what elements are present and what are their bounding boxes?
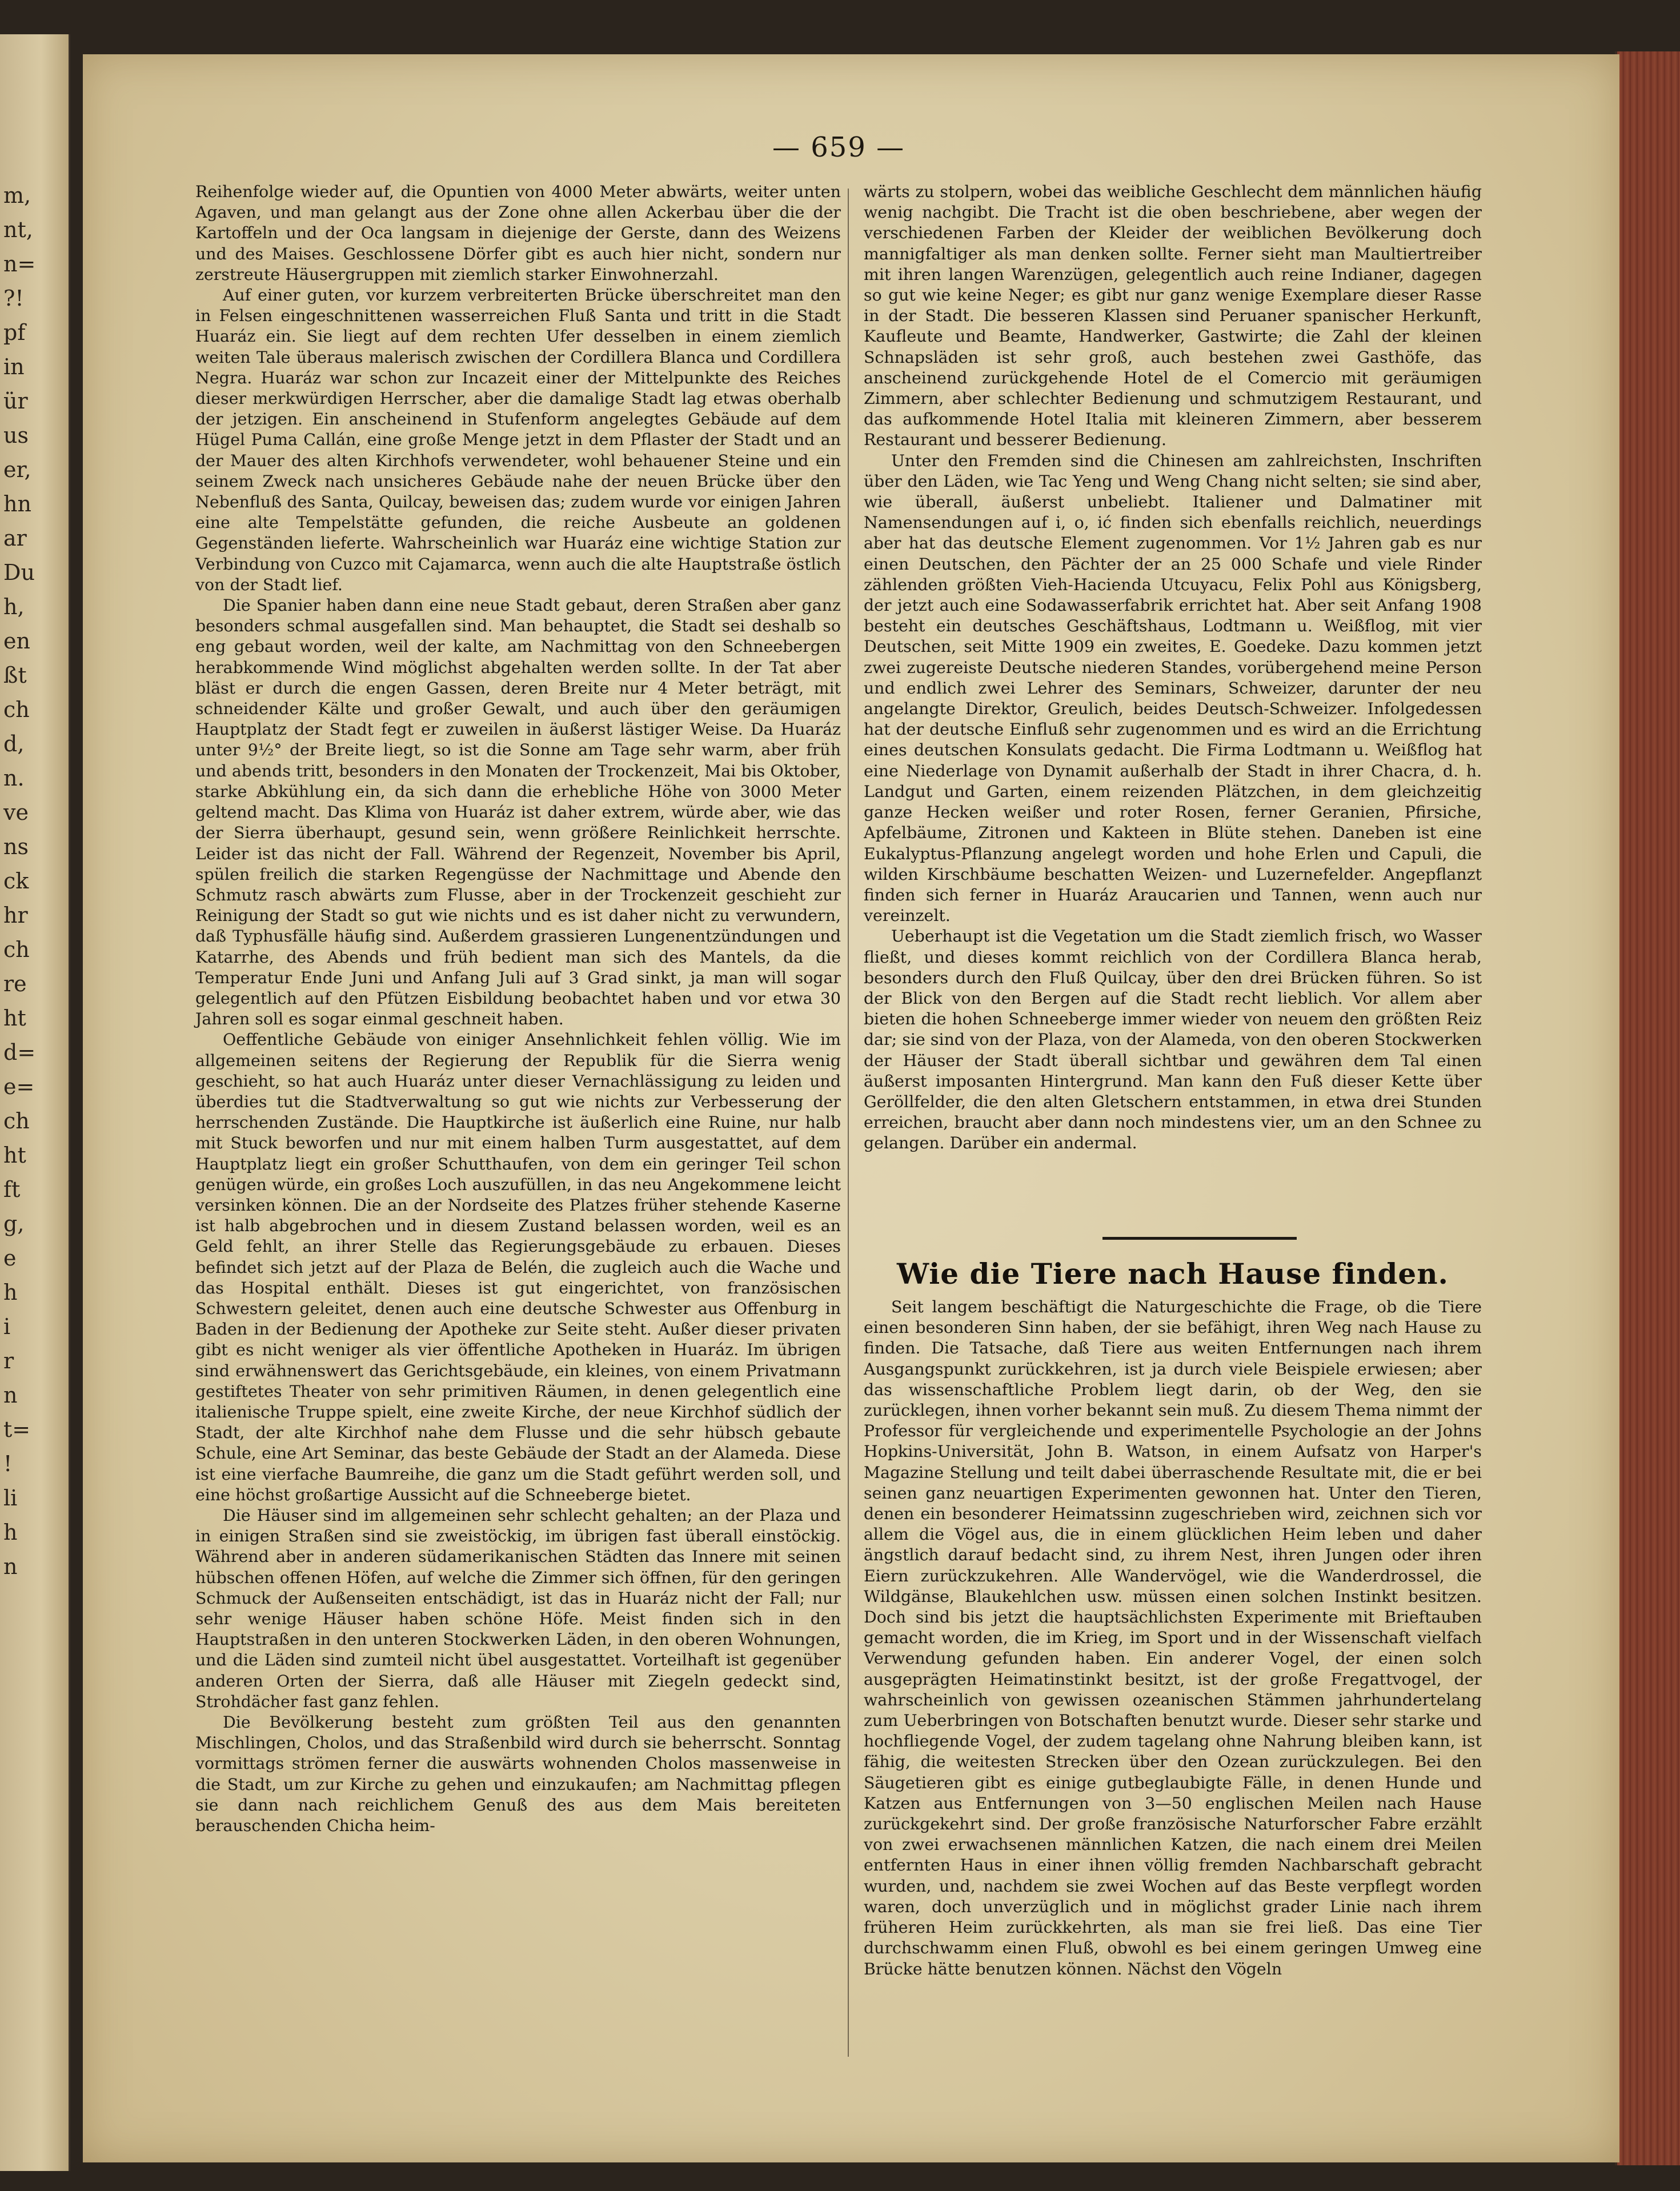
facing-page-fragment: d= [3,1040,36,1065]
paragraph: Oeffentliche Gebäude von einiger Ansehnlichkeit fehlen völlig. Wie im allgemeinen seitens der Regierung der Republik für die Sierra wenig geschieht, so hat auch Huaráz unter dieser Vernachlässigung zu leiden und überdies tut die Stadtverwaltung so gut wie nichts zur Verbesserung der herrschenden Zustände. Die Hauptkirche ist äußerlich eine Ruine, nur halb mit Stuck beworfen und nur mit einem halben Turm ausgestattet, auf dem Hauptplatz liegt ein großer Schutthaufen, von dem ein geringer Teil schon genügen würde, ein großes Loch auszufüllen, in das neu Angekommene leicht versinken können. Die an der Nordseite des Platzes früher stehende Kaserne ist halb abgebrochen und in diesem Zustand belassen worden, weil es an Geld fehlt, an ihrer Stelle das Regierungsgebäude zu erbauen. Dieses befindet sich jetzt auf der Plaza de Belén, die zugleich auch die Wache und das Hospital enthält. Dieses ist gut eingerichtet, von französischen Schwestern geleitet, denen auch eine deutsche Schwester aus Offenburg in Baden in der Bedienung der Apotheke zur Seite steht. Außer dieser privaten gibt es nicht weniger als vier öffentliche Apotheken in Huaráz. Im übrigen sind erwähnenswert das Gerichtsgebäude, ein kleines, von einem Privatmann gestiftetes Theater von sehr primitiven Räumen, in denen gelegentlich eine italienische Truppe spielt, eine zweite Kirche, der neue Kirchhof südlich der Stadt, der alte Kirchhof nahe dem Flusse und die sehr hübsch gebaute Schule, eine Art Seminar, das beste Gebäude der Stadt an der Alameda. Diese ist eine vierfache Baumreihe, die ganz um die Stadt geführt werden soll, und eine höchst großartige Aussicht auf die Schneeberge bietet. [195,1030,841,1504]
facing-page-fragment: h, [3,594,25,619]
facing-page-fragment: r [3,1348,14,1373]
facing-page-fragment: ?! [3,286,24,311]
facing-page-fragment: hr [3,903,28,928]
facing-page-fragment: ck [3,868,29,894]
facing-page-fragment: us [3,423,29,448]
facing-page-fragment: er, [3,457,31,482]
paragraph: Die Häuser sind im allgemeinen sehr schlecht gehalten; an der Plaza und in einigen Straßen sind sie zweistöckig, im übrigen fast überall einstöckig. Während aber in anderen südamerikanischen Städten das Innere mit seinen hübschen offenen Höfen, auf welche die Zimmer sich öffnen, für den geringen Schmuck der Außenseiten entschädigt, ist das in Huaráz nicht der Fall; nur sehr wenige Häuser haben schöne Höfe. Meist finden sich in den Hauptstraßen in den unteren Stockwerken Läden, in den oberen Wohnungen, und die Läden sind zumteil nicht übel ausgestattet. Vorteilhaft ist gegenüber anderen Orten der Sierra, daß alle Häuser mit Ziegeln gedeckt sind, Strohdächer fast ganz fehlen. [195,1506,841,1711]
facing-page-fragment: en [3,628,30,654]
facing-page-fragment: g, [3,1211,25,1236]
paragraph: Die Spanier haben dann eine neue Stadt gebaut, deren Straßen aber ganz besonders schmal ausgefallen sind. Man behauptet, die Stadt sei deshalb so eng gebaut worden, weil der kalte, am Nachmittag von den Schneebergen herabkommende Wind möglichst abgehalten werden sollte. In der Tat aber bläst er durch die engen Gassen, deren Breite nur 4 Meter beträgt, mit schneidender Kälte und großer Gewalt, und auch über den geräumigen Hauptplatz der Stadt fegt er zuweilen in äußerst lästiger Weise. Da Huaráz unter 9½° der Breite liegt, so ist die Sonne am Tage sehr warm, aber früh und abends tritt, besonders in den Monaten der Trockenzeit, Mai bis Oktober, starke Abkühlung ein, da sich dann die erhebliche Höhe von 3000 Meter geltend macht. Das Klima von Huaráz ist daher extrem, würde aber, wie das der Sierra überhaupt, gesund sein, wenn größere Reinlichkeit herrschte. Leider ist das nicht der Fall. Während der Regenzeit, November bis April, spülen freilich die starken Regengüsse der Nachmittage und Abende den Schmutz rasch abwärts zum Flusse, aber in der Trockenzeit geschieht zur Reinigung der Stadt so gut wie nichts und es ist daher nicht zu verwundern, daß Typhusfälle häufig sind. Außerdem grassieren Lungenentzündungen und Katarrhe, des Abends und früh bedient man sich des Mantels, da die Temperatur Ende Juni und Anfang Juli auf 3 Grad sinkt, ja man will sogar gelegentlich auf den Pfützen Eisbildung beobachtet haben und vor etwa 30 Jahren soll es sogar einmal geschneit haben. [195,596,841,1029]
article-body [864,1297,1482,1980]
column-divider [848,189,849,2057]
paragraph: wärts zu stolpern, wobei das weibliche Geschlecht dem männlichen häufig wenig nachgibt. Die Tracht ist die oben beschriebene, aber wegen der verschiedenen Farben der Kleider der weiblichen Bevölkerung doch mannigfaltiger als man denken sollte. Ferner sieht man Maultiertreiber mit ihren langen Warenzügen, gelegentlich auch reine Indianer, dagegen so gut wie keine Neger; es gibt nur ganz wenige Exemplare dieser Rasse in der Stadt. Die besseren Klassen sind Peruaner spanischer Herkunft, Kaufleute und Beamte, Handwerker, Gastwirte; die Zahl der kleinen Schnapsläden ist sehr groß, auch bestehen zwei Gasthöfe, das anscheinend zurückgehende Hotel de el Comercio mit geräumigen Zimmern, aber schlechter Bedienung und schmutzigem Restaurant, und das aufkommende Hotel Italia mit kleineren Zimmern, aber besserem Restaurant und besserer Bedienung. [864,182,1482,450]
facing-page-fragment: i [3,1314,11,1339]
paragraph: Reihenfolge wieder auf, die Opuntien von 4000 Meter abwärts, weiter unten Agaven, und man gelangt aus der Zone ohne allen Ackerbau über die der Kartoffeln und der Oca langsam in diejenige der Gerste, dann des Weizens und des Maises. Geschlossene Dörfer gibt es auch hier nicht, sondern nur zerstreute Häusergruppen mit ziemlich starker Einwohnerzahl. [195,182,841,284]
facing-page-fragment: h [3,1280,18,1305]
facing-page-fragment: pf [3,320,26,345]
facing-page-fragment: re [3,971,27,996]
facing-page-fragment: ht [3,1143,26,1168]
paragraph: Ueberhaupt ist die Vegetation um die Stadt ziemlich frisch, wo Wasser fließt, und dieses kommt reichlich von der Cordillera Blanca herab, besonders durch den Fluß Quilcay, über den drei Brücken führen. So ist der Blick von den Bergen auf die Stadt recht lieblich. Vor allem aber bieten die hohen Schneeberge immer wieder von neuem den größten Reiz dar; sie sind von der Plaza, von der Alameda, von den oberen Stockwerken der Häuser der Stadt überall sichtbar und gewähren dem Tal einen äußerst imposanten Hintergrund. Man kann den Fuß dieser Kette über Geröllfelder, die den alten Gletschern entstammen, in etwa drei Stunden erreichen, braucht aber dann noch mindestens vier, um an den Schnee zu gelangen. Darüber ein andermal. [864,927,1482,1153]
section-divider [1102,1237,1297,1240]
facing-page-fragment: nt, [3,217,33,242]
facing-page-fragment: n= [3,251,36,277]
facing-page-fragment: ar [3,526,27,551]
left-column [195,182,841,1836]
facing-page-fragment: ! [3,1451,13,1476]
book-binding [1615,51,1680,2165]
facing-page-fragment: n [3,1554,18,1579]
page-number: — 659 — [772,131,905,163]
paragraph: Auf einer guten, vor kurzem verbreiterten Brücke überschreitet man den in Felsen eingeschnittenen wasserreichen Fluß Santa und tritt in die Stadt Huaráz ein. Sie liegt auf dem rechten Ufer desselben in einem ziemlich weiten Tale überaus malerisch zwischen der Cordillera Blanca und Cordillera Negra. Huaráz war schon zur Incazeit einer der Mittelpunkte des Reiches dieser merkwürdigen Herrscher, aber die damalige Stadt lag etwas oberhalb der jetzigen. Ein anscheinend in Stufenform angelegtes Gebäude auf dem Hügel Puma Callán, eine große Menge jetzt in dem Pflaster der Stadt und an der Mauer des alten Kirchhofs verwendeter, wohl behauener Steine und ein seinem Zweck nach unsicheres Gebäude nahe der neuen Brücke über den Nebenfluß des Santa, Quilcay, beweisen das; zudem wurde vor einigen Jahren eine alte Tempelstätte gefunden, die reiche Ausbeute an goldenen Gegenständen lieferte. Wahrscheinlich war Huaráz eine wichtige Station zur Verbindung von Cuzco mit Cajamarca, wenn auch die alte Hauptstraße östlich von der Stadt lief. [195,286,841,594]
facing-page-fragment: e= [3,1074,35,1099]
facing-page-fragment: ve [3,800,29,825]
facing-page-fragment: hn [3,491,31,516]
paragraph: Die Bevölkerung besteht zum größten Teil aus den genannten Mischlingen, Cholos, und das Straßenbild wird durch sie beherrscht. Sonntag vormittags strömen ferner die auswärts wohnenden Cholos massenweise in die Stadt, um zur Kirche zu gehen und einzukaufen; am Nachmittag pflegen sie dann nach reichlichem Genuß des aus dem Mais bereiteten berauschenden Chicha heim- [195,1713,841,1836]
facing-page-fragment: ft [3,1177,21,1202]
facing-page-fragment: e [3,1245,17,1271]
article-title: Wie die Tiere nach Hause finden. [897,1257,1449,1291]
facing-page-fragment: ch [3,937,30,962]
facing-page-fragment: ht [3,1006,26,1031]
right-column [864,182,1482,1154]
facing-page-fragment: in [3,354,25,379]
facing-page-fragment: ch [3,697,30,722]
paragraph: Unter den Fremden sind die Chinesen am zahlreichsten, Inschriften über den Läden, wie Tac Yeng und Weng Chang nicht selten; sie sind aber, wie überall, äußerst unbeliebt. Italiener und Dalmatiner mit Namensendungen auf i, o, ić finden sich ebenfalls reichlich, neuerdings aber hat das deutsche Element zugenommen. Vor 1½ Jahren gab es nur einen Deutschen, den Pächter der an 25 000 Schafe und viele Rinder zählenden größten Vieh-Hacienda Utcuyacu, Felix Pohl aus Königsberg, der jetzt auch eine Sodawasserfabrik errichtet hat. Aber seit Anfang 1908 besteht ein deutsches Geschäftshaus, Lodtmann u. Weißflog, mit vier Deutschen, seit Mitte 1909 ein zweites, E. Goedeke. Dazu kommen jetzt zwei zugereiste Deutsche niederen Standes, vorübergehend meine Person und endlich zwei Lehrer des Seminars, Schweizer, darunter der neu angelangte Direktor, Greulich, beides Deutsch-Schweizer. Infolgedessen hat der deutsche Einfluß sehr zugenommen und es wird an die Errichtung eines deutschen Konsulats gedacht. Die Firma Lodtmann u. Weißflog hat eine Niederlage von Dynamit außerhalb der Stadt in ihrer Chacra, d. h. Landgut und Garten, einem reizenden Plätzchen, in dem gleichzeitig ganze Hecken weißer und roter Rosen, ferner Geranien, Pfirsiche, Apfelbäume, Zitronen und Kakteen in Blüte stehen. Daneben ist eine Eukalyptus-Pflanzung angelegt worden und hohe Erlen und Capuli, die wilden Kirschbäume beschatten Weizen- und Luzernefelder. Angepflanzt finden sich ferner in Huaráz Araucarien und Tannen, wenn auch nur vereinzelt. [864,451,1482,926]
previous-page-edge [0,34,70,2171]
facing-page-fragment: ür [3,388,28,414]
facing-page-fragment: t= [3,1417,31,1442]
facing-page-fragment: d, [3,731,25,756]
facing-page-fragment: h [3,1520,18,1545]
facing-page-fragment: ns [3,834,29,859]
facing-page-fragment: ßt [3,663,27,688]
facing-page-fragment: Du [3,560,35,585]
facing-page-fragment: li [3,1485,18,1511]
facing-page-fragment: n. [3,766,25,791]
facing-page-fragment: n [3,1383,18,1408]
facing-page-fragment: ch [3,1108,30,1133]
facing-page-fragment: m, [3,183,31,208]
paragraph: Seit langem beschäftigt die Naturgeschichte die Frage, ob die Tiere einen besonderen Sinn haben, der sie befähigt, ihren Weg nach Hause zu finden. Die Tatsache, daß Tiere aus weiten Entfernungen nach ihrem Ausgangspunkt zurückkehren, ist ja durch viele Beispiele erwiesen; aber das wissenschaftliche Problem liegt darin, ob der Weg, den sie zurücklegen, ihnen vorher bekannt sein muß. Zu diesem Thema nimmt der Professor für vergleichende und experimentelle Psychologie an der Johns Hopkins-Universität, John B. Watson, in einem Aufsatz von Harper's Magazine Stellung und teilt dabei überraschende Resultate mit, die er bei seinen ganz neuartigen Experimenten gewonnen hat. Unter den Tieren, denen ein besonderer Heimatssinn zugeschrieben wird, zeichnen sich vor allem die Vögel aus, die in einem glücklichen Heim leben und daher ängstlich darauf bedacht sind, zu ihrem Nest, ihren Jungen oder ihren Eiern zurückzukehren. Alle Wandervögel, wie die Wanderdrossel, die Wildgänse, Blaukehlchen usw. müssen einen solchen Instinkt besitzen. Doch sind bis jetzt die hauptsächlichsten Experimente mit Brieftauben gemacht worden, die im Krieg, im Sport und in der Wissenschaft vielfach Verwendung gefunden haben. Ein anderer Vogel, der einen solch ausgeprägten Heimatinstinkt besitzt, ist der große Fregattvogel, der wahrscheinlich von gewissen ozeanischen Stämmen jahrhundertelang zum Ueberbringen von Botschaften benutzt wurde. Dieser sehr starke und hochfliegende Vogel, der zudem tagelang ohne Nahrung bleiben kann, ist fähig, die weitesten Strecken über den Ozean zurückzulegen. Bei den Säugetieren gibt es einige gutbeglaubigte Fälle, in denen Hunde und Katzen aus Entfernungen von 3—50 englischen Meilen nach Hause zurückgekehrt sind. Der große französische Naturforscher Fabre erzählt von zwei erwachsenen männlichen Katzen, die nach einem drei Meilen entfernten Haus in einer ihnen völlig fremden Nachbarschaft gebracht wurden, und, nachdem sie zwei Wochen auf das Beste verpflegt worden waren, doch unverzüglich und in möglichst grader Linie nach ihrem früheren Heim zurückkehrten, als man sie frei ließ. Das eine Tier durchschwamm einen Fluß, obwohl es bei einem geringen Umweg eine Brücke hätte benutzen können. Nächst den Vögeln [864,1297,1482,1978]
